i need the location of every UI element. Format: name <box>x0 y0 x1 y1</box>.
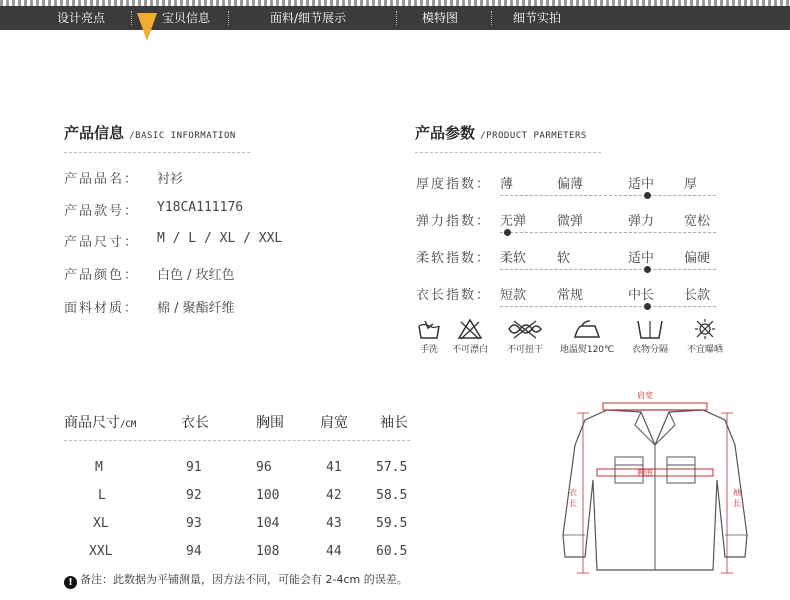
active-nav-indicator <box>137 13 157 41</box>
care-label: 手洗 <box>419 345 438 355</box>
chest-label: 胸围 <box>637 468 653 477</box>
care-label: 不可漂白 <box>451 345 488 355</box>
parameters-subtitle: /PRODUCT PARMETERS <box>480 131 587 141</box>
parameter-option: 软 <box>557 251 571 266</box>
measurement-cell: 108 <box>256 544 280 559</box>
basic-info-heading <box>64 122 236 143</box>
size-cell: L <box>98 488 106 503</box>
size-table-heading <box>64 412 136 432</box>
nav-item-design-highlights[interactable]: 设计亮点 <box>57 11 106 25</box>
parameter-scale-track <box>500 269 716 270</box>
care-item <box>556 318 618 355</box>
care-item <box>626 318 674 355</box>
section-nav-bar <box>0 6 790 30</box>
shirt-drawing <box>555 385 755 585</box>
parameters-heading <box>415 122 587 143</box>
measurement-note <box>64 571 408 589</box>
info-value-material: 棉 / 聚酯纤维 <box>157 301 235 316</box>
warning-icon: ! <box>64 576 77 589</box>
parameter-option: 适中 <box>628 251 655 266</box>
parameter-option: 厚 <box>684 177 698 192</box>
sleeve-length-label: 袖长 <box>733 488 741 508</box>
wash-separately-icon <box>626 318 674 342</box>
info-value-size: M / L / XL / XXL <box>157 231 283 246</box>
care-label: 不可扭干 <box>506 345 543 355</box>
measurement-cell: 44 <box>326 544 342 559</box>
size-header-chest: 胸围 <box>256 415 284 431</box>
size-table-title: 商品尺寸 <box>64 415 120 431</box>
size-cell: M <box>95 460 103 475</box>
info-value-color: 白色 / 玫红色 <box>157 268 235 283</box>
nav-separator <box>396 11 397 25</box>
care-item <box>501 318 549 355</box>
parameter-selected-marker <box>504 229 511 236</box>
nav-item-product-info[interactable]: 宝贝信息 <box>162 11 211 25</box>
no-sun-dry-icon <box>681 318 729 342</box>
parameter-selected-marker <box>644 266 651 273</box>
measurement-cell: 41 <box>326 460 342 475</box>
no-wring-icon <box>501 318 549 342</box>
measurement-cell: 91 <box>186 460 202 475</box>
shoulder-width-label: 肩宽 <box>637 391 653 400</box>
measurement-cell: 94 <box>186 544 202 559</box>
measurement-cell: 60.5 <box>376 544 408 559</box>
measurement-cell: 58.5 <box>376 488 408 503</box>
parameter-selected-marker <box>644 303 651 310</box>
info-label-color: 产品颜色： <box>64 268 140 283</box>
basic-info-title: 产品信息 <box>64 124 125 142</box>
parameter-option: 中长 <box>628 288 655 303</box>
parameter-option: 微弹 <box>557 214 584 229</box>
parameters-divider <box>415 152 601 153</box>
measurement-cell: 92 <box>186 488 202 503</box>
care-item <box>414 318 444 355</box>
hand-wash-icon <box>414 318 444 342</box>
info-label-style-number: 产品款号： <box>64 204 140 219</box>
parameter-option: 短款 <box>500 288 527 303</box>
length-label: 衣长 <box>569 488 577 508</box>
basic-info-divider <box>64 152 250 153</box>
info-value-style-number: Y18CA111176 <box>157 200 244 215</box>
parameter-label: 衣长指数： <box>416 288 492 303</box>
nav-separator <box>491 11 492 25</box>
care-label: 衣物分隔 <box>631 345 668 355</box>
measurement-cell: 93 <box>186 516 202 531</box>
parameter-option: 偏薄 <box>557 177 584 192</box>
parameter-option: 薄 <box>500 177 514 192</box>
parameter-option: 柔软 <box>500 251 527 266</box>
parameter-option: 弹力 <box>628 214 655 229</box>
iron-120-icon <box>556 318 618 342</box>
parameter-option: 宽松 <box>684 214 711 229</box>
info-label-size: 产品尺寸： <box>64 235 140 250</box>
parameter-option: 常规 <box>557 288 584 303</box>
basic-info-subtitle: /BASIC INFORMATION <box>129 131 236 141</box>
size-table-divider <box>64 440 410 441</box>
nav-item-detail-shots[interactable]: 细节实拍 <box>513 11 562 25</box>
care-label: 不宜曝晒 <box>686 345 723 355</box>
note-text: 备注：此数据为平铺测量，因方法不同，可能会有 2-4cm 的误差。 <box>80 573 408 586</box>
parameter-scale-track <box>500 232 716 233</box>
nav-item-fabric-details[interactable]: 面料/细节展示 <box>270 11 347 25</box>
measurement-cell: 57.5 <box>376 460 408 475</box>
no-bleach-icon <box>446 318 494 342</box>
parameters-title: 产品参数 <box>415 124 476 142</box>
parameter-option: 长款 <box>684 288 711 303</box>
size-table-unit: /CM <box>120 420 137 430</box>
parameter-label: 柔软指数： <box>416 251 492 266</box>
nav-separator <box>228 11 229 25</box>
parameter-scale-track <box>500 306 716 307</box>
size-header-shoulder: 肩宽 <box>320 415 348 431</box>
care-label: 地温熨120℃ <box>559 345 615 355</box>
size-cell: XXL <box>89 544 113 559</box>
info-label-name: 产品品名： <box>64 172 140 187</box>
measurement-cell: 96 <box>256 460 272 475</box>
care-item <box>446 318 494 355</box>
size-header-length: 衣长 <box>181 415 209 431</box>
parameter-label: 厚度指数： <box>416 177 492 192</box>
nav-item-model-photos[interactable]: 模特图 <box>422 11 459 25</box>
info-label-material: 面料材质： <box>64 301 140 316</box>
measurement-cell: 100 <box>256 488 280 503</box>
parameter-option: 适中 <box>628 177 655 192</box>
measurement-cell: 59.5 <box>376 516 408 531</box>
parameter-label: 弹力指数： <box>416 214 492 229</box>
info-value-name: 衬衫 <box>157 172 184 187</box>
parameter-selected-marker <box>644 192 651 199</box>
size-header-sleeve: 袖长 <box>380 415 408 431</box>
parameter-scale-track <box>500 195 716 196</box>
measurement-cell: 104 <box>256 516 280 531</box>
size-cell: XL <box>93 516 109 531</box>
measurement-cell: 42 <box>326 488 342 503</box>
care-item <box>681 318 729 355</box>
parameter-option: 偏硬 <box>684 251 711 266</box>
garment-measurement-diagram <box>555 385 755 589</box>
measurement-cell: 43 <box>326 516 342 531</box>
parameter-option: 无弹 <box>500 214 527 229</box>
nav-separator <box>131 11 132 25</box>
